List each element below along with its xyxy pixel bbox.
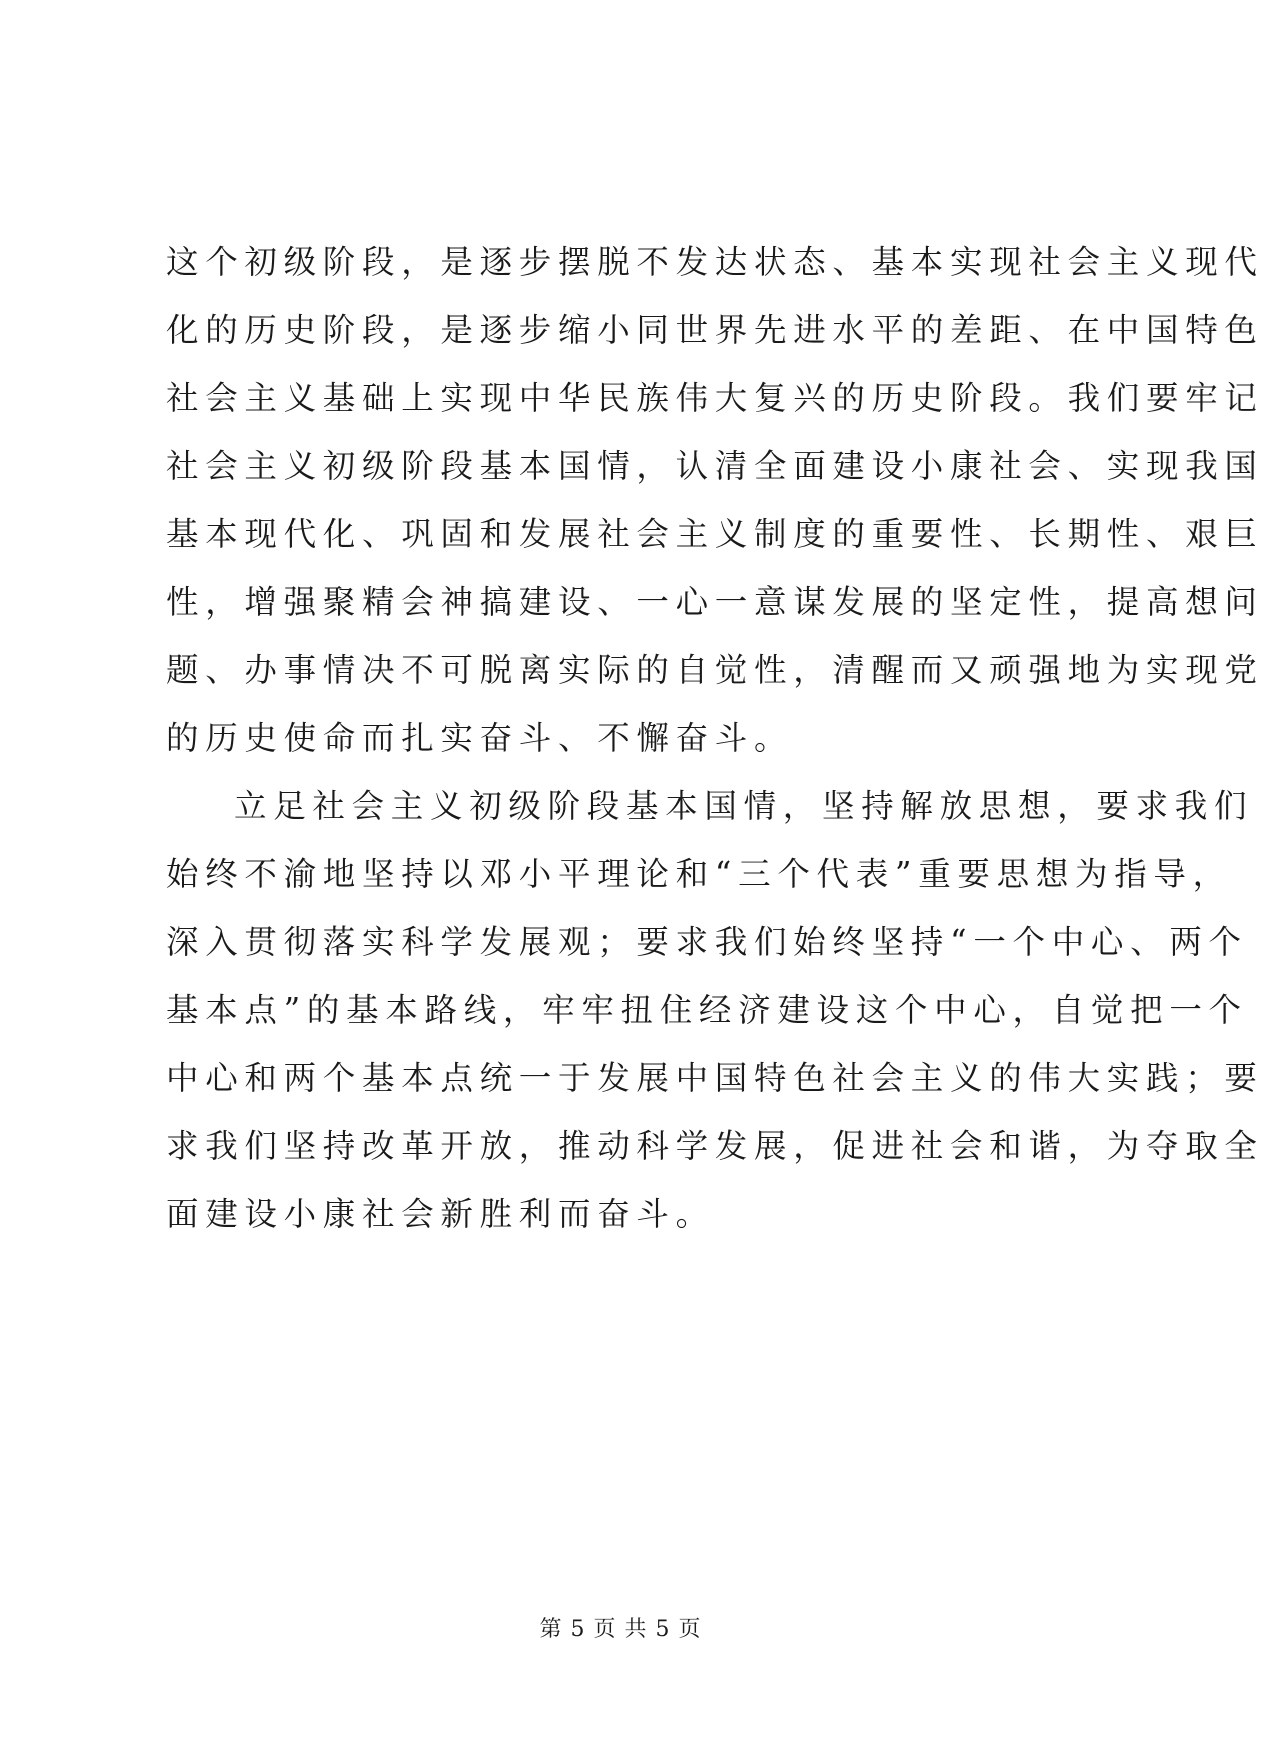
text-line: 基本现代化、巩固和发展社会主义制度的重要性、长期性、艰巨 [166,515,1264,553]
paragraph-2 [166,772,1264,1248]
text-line: 深入贯彻落实科学发展观；要求我们始终坚持“一个中心、两个 [166,923,1248,961]
text-line: 社会主义初级阶段基本国情，认清全面建设小康社会、实现我国 [166,447,1264,485]
text-line: 化的历史阶段，是逐步缩小同世界先进水平的差距、在中国特色 [166,311,1264,349]
text-line: 基本点”的基本路线，牢牢扭住经济建设这个中心，自觉把一个 [166,991,1248,1029]
text-line: 中心和两个基本点统一于发展中国特色社会主义的伟大实践；要 [166,1059,1264,1097]
body-text [166,228,1264,1248]
text-line: 始终不渝地坚持以邓小平理论和“三个代表”重要思想为指导， [166,855,1232,893]
text-line: 立足社会主义初级阶段基本国情，坚持解放思想，要求我们 [234,787,1254,825]
text-line: 面建设小康社会新胜利而奋斗。 [166,1195,715,1233]
page-number-footer: 第 5 页 共 5 页 [539,1617,702,1642]
text-line: 的历史使命而扎实奋斗、不懈奋斗。 [166,719,794,757]
text-line: 这个初级阶段，是逐步摆脱不发达状态、基本实现社会主义现代 [166,243,1264,281]
text-line: 社会主义基础上实现中华民族伟大复兴的历史阶段。我们要牢记 [166,379,1264,417]
text-line: 求我们坚持改革开放，推动科学发展，促进社会和谐，为夺取全 [166,1127,1264,1165]
text-line: 题、办事情决不可脱离实际的自觉性，清醒而又顽强地为实现党 [166,651,1264,689]
paragraph-1 [166,228,1264,772]
text-line: 性，增强聚精会神搞建设、一心一意谋发展的坚定性，提高想问 [166,583,1264,621]
